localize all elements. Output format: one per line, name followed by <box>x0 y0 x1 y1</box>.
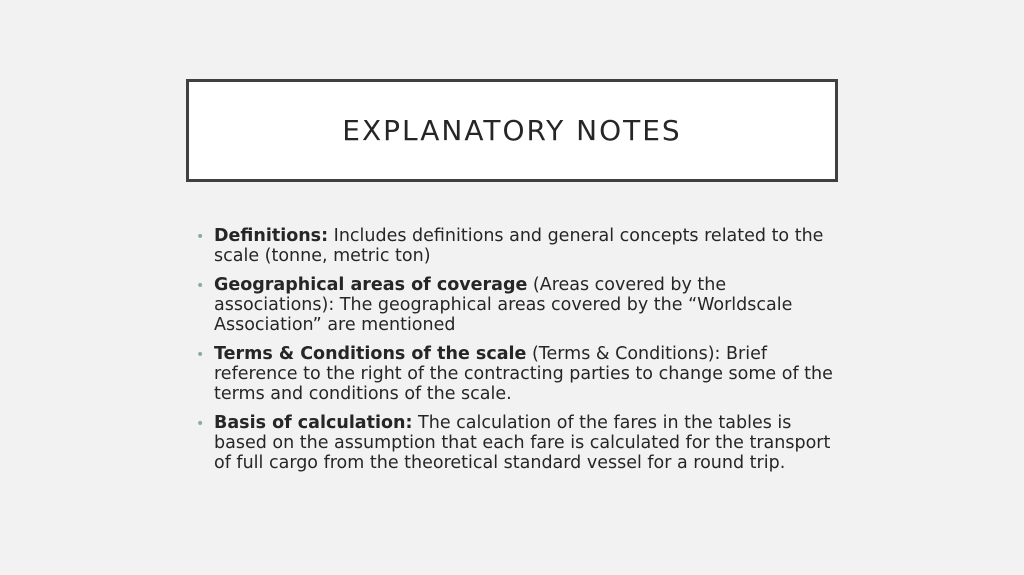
bullet-item-definitions <box>196 226 836 266</box>
bullet-lead: Basis of calculation: <box>214 413 413 433</box>
bullet-dot-icon: • <box>196 278 205 294</box>
bullet-list <box>196 226 836 482</box>
slide-title: EXPLANATORY NOTES <box>342 114 682 147</box>
bullet-lead: Terms & Conditions of the scale <box>214 344 527 364</box>
title-box <box>186 79 838 182</box>
bullet-lead: Definitions: <box>214 226 329 246</box>
bullet-dot-icon: • <box>196 347 205 363</box>
bullet-item-geographical-areas <box>196 275 836 335</box>
bullet-item-terms-conditions <box>196 344 836 404</box>
bullet-lead: Geographical areas of coverage <box>214 275 528 295</box>
bullet-text: Includes definitions and general concepts related to the scale (tonne, metric ton) <box>214 226 824 266</box>
bullet-dot-icon: • <box>196 416 205 432</box>
bullet-item-basis-of-calculation <box>196 413 836 473</box>
bullet-text: (Areas covered by the associations): The geographical areas covered by the “Worldscale Association” are mentioned <box>214 275 793 335</box>
bullet-text: The calculation of the fares in the tables is based on the assumption that each fare is calculated for the transport of full cargo from the theoretical standard vessel for a round trip. <box>214 413 831 473</box>
bullet-dot-icon: • <box>196 229 205 245</box>
bullet-text: (Terms & Conditions): Brief reference to the right of the contracting parties to change some of the terms and conditions of the scale. <box>214 344 833 404</box>
